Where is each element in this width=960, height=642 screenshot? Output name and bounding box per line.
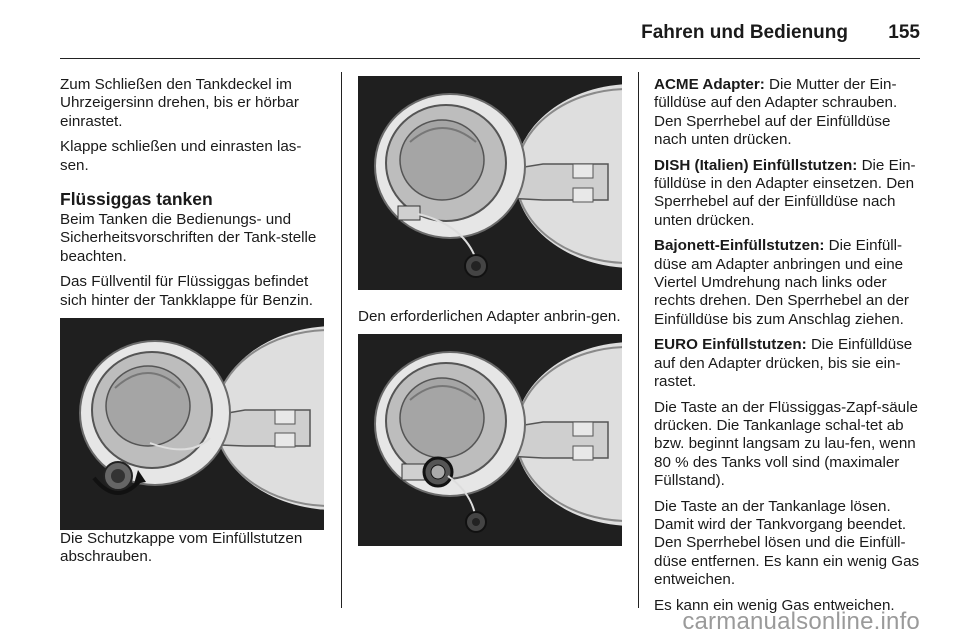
paragraph-press-button: Die Taste an der Flüssiggas-Zapf-säule drücken. Die Tankanlage schal-tet ab bzw. beginnt langsam zu lau-fen, wenn 80 % des Tanks voll sind (maximaler Füllstand). — [654, 398, 918, 490]
paragraph-bajonett — [654, 237, 926, 329]
paragraph-close-cap: Zum Schließen den Tankdeckel im Uhrzeigersinn drehen, bis er hörbar einrastet. — [60, 76, 299, 130]
paragraph-valve-location: Das Füllventil für Flüssiggas befindet sich hinter der Tankklappe für Benzin. — [60, 273, 313, 309]
figure-caption-2: Den erforderlichen Adapter anbrin-gen. — [358, 308, 621, 325]
text-euro: Die Einfülldüse auf den Adapter drücken, bis sie ein-rastet. — [654, 336, 913, 391]
paragraph-euro — [654, 336, 926, 391]
text-bajonett: Die Einfüll-düse am Adapter anbringen und eine Viertel Umdrehung nach links oder rechts drehen. Den Sperrhebel an der Einfülldüse bis zum Anschlag ziehen. — [654, 237, 909, 328]
paragraph-gas-escape: Es kann ein wenig Gas entweichen. — [654, 596, 895, 614]
term-dish: DISH (Italien) Einfüllstutzen: — [654, 156, 858, 174]
term-acme: ACME Adapter: — [654, 76, 765, 93]
term-bajonett: Bajonett-Einfüllstutzen: — [654, 237, 825, 255]
column-divider-right — [638, 72, 639, 608]
term-euro: EURO Einfüllstutzen: — [654, 336, 807, 354]
column-2 — [358, 76, 624, 546]
page-number: 155 — [888, 22, 920, 43]
figure-cap-removed — [358, 76, 622, 290]
figure-adapter-attached — [358, 334, 622, 546]
paragraph-close-flap: Klappe schließen und einrasten las-sen. — [60, 138, 302, 174]
figure-caption-1: Die Schutzkappe vom Einfüllstutzen abschrauben. — [60, 530, 303, 566]
watermark: carmanualsonline.info — [682, 608, 920, 635]
chapter-title: Fahren und Bedienung — [641, 22, 848, 43]
paragraph-dish — [654, 157, 926, 231]
text-dish: Die Ein-fülldüse in den Adapter einsetzen. Den Sperrhebel auf der Einfülldüse nach unten drücken. — [654, 156, 916, 229]
section-heading-lpg: Flüssiggas tanken — [60, 189, 213, 210]
paragraph-safety: Beim Tanken die Bedienungs- und Sicherheitsvorschriften der Tank-stelle beachten. — [60, 211, 317, 265]
page-header — [60, 14, 920, 59]
column-1 — [60, 76, 328, 574]
column-divider-left — [341, 72, 342, 608]
text-acme: Die Mutter der Ein-fülldüse auf den Adapter schrauben. Den Sperrhebel auf der Einfülldüse nach unten drücken. — [654, 76, 898, 149]
paragraph-release-button: Die Taste an der Tankanlage lösen. Damit wird der Tankvorgang beendet. Den Sperrhebel lösen und die Einfüll-düse entfernen. Es kann ein wenig Gas entweichen. — [654, 497, 920, 589]
paragraph-acme — [654, 76, 926, 150]
figure-unscrew-cap — [60, 318, 324, 530]
column-3 — [654, 76, 926, 622]
